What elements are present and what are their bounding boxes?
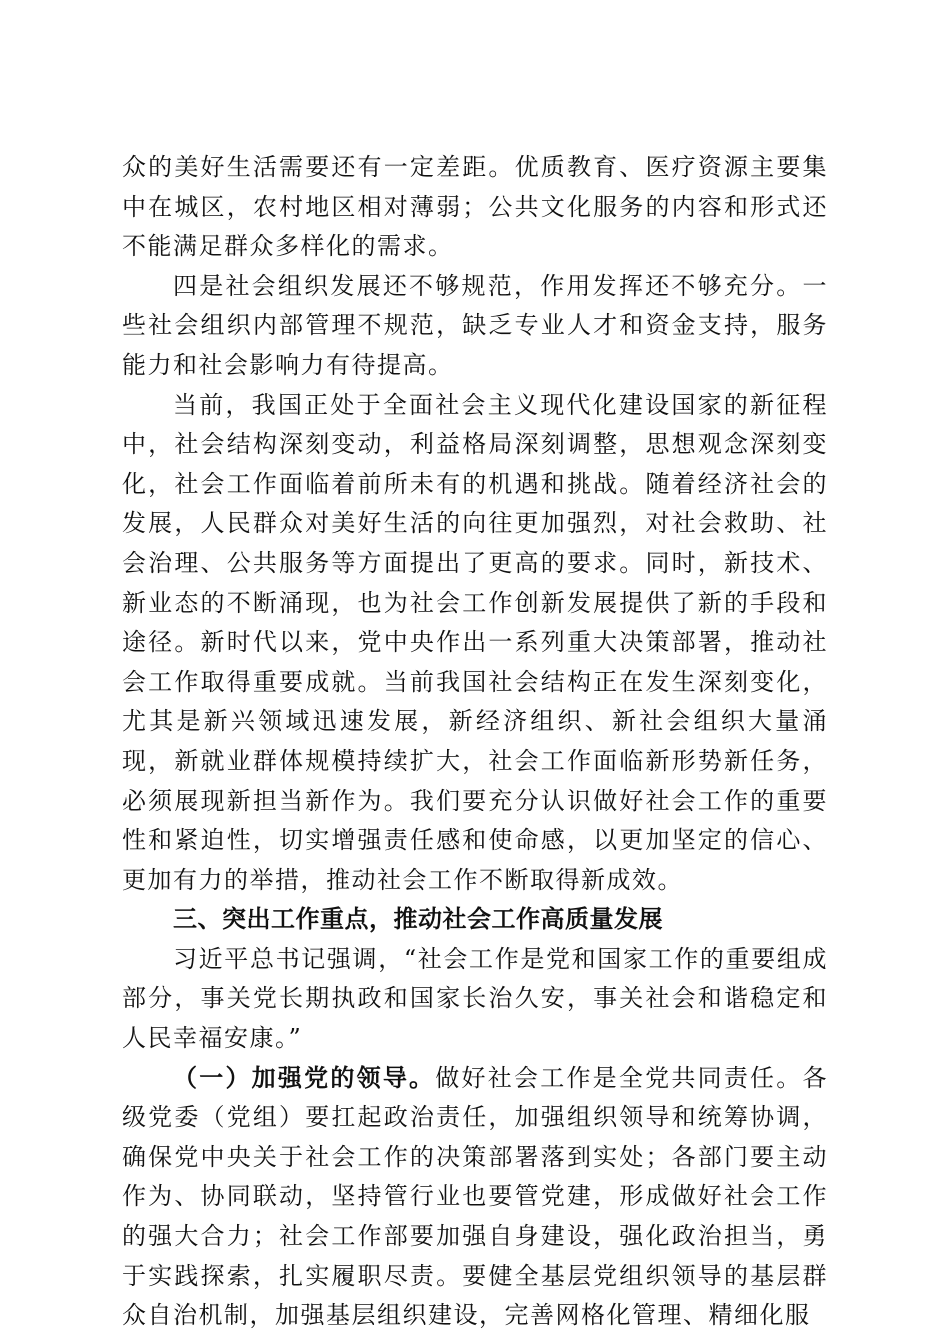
paragraph-social-organizations: 四是社会组织发展还不够规范，作用发挥还不够充分。一些社会组织内部管理不规范，缺乏专业人才和资金支持，服务能力和社会影响力有待提高。 bbox=[122, 271, 828, 379]
paragraph-current-situation: 当前，我国正处于全面社会主义现代化建设国家的新征程中，社会结构深刻变动，利益格局深刻调整，思想观念深刻变化，社会工作面临着前所未有的机遇和挑战。随着经济社会的发展，人民群众对美好生活的向往更加强烈，对社会救助、社会治理、公共服务等方面提出了更高的要求。同时，新技术、新业态的不断涌现，也为社会工作创新发展提供了新的手段和途径。新时代以来，党中央作出一系列重大决策部署，推动社会工作取得重要成就。当前我国社会结构正在发生深刻变化，尤其是新兴领域迅速发展，新经济组织、新社会组织大量涌现，新就业群体规模持续扩大，社会工作面临新形势新任务，必须展现新担当新作为。我们要充分认识做好社会工作的重要性和紧迫性，切实增强责任感和使命感，以更加坚定的信心、更加有力的举措，推动社会工作不断取得新成效。 bbox=[122, 390, 828, 894]
subsection-lead-in: （一）加强党的领导。 bbox=[173, 1063, 436, 1092]
paragraph-continuation: 众的美好生活需要还有一定差距。优质教育、医疗资源主要集中在城区，农村地区相对薄弱；公共文化服务的内容和形式还不能满足群众多样化的需求。 bbox=[122, 153, 828, 261]
document-body bbox=[122, 148, 828, 1336]
section-heading: 三、突出工作重点，推动社会工作高质量发展 bbox=[173, 905, 663, 934]
paragraph-party-leadership-body: 做好社会工作是全党共同责任。各级党委（党组）要扛起政治责任，加强组织领导和统筹协调，确保党中央关于社会工作的决策部署落到实处；各部门要主动作为、协同联动，坚持管行业也要管党建，形成做好社会工作的强大合力；社会工作部要加强自身建设，强化政治担当，勇于实践探索，扎实履职尽责。要健全基层党组织领导的基层群众自治机制，加强基层组织建设，完善网格化管理、精细化服 bbox=[122, 1063, 829, 1330]
paragraph-quote: 习近平总书记强调，“社会工作是党和国家工作的重要组成部分，事关党长期执政和国家长治久安，事关社会和谐稳定和人民幸福安康。” bbox=[122, 944, 828, 1053]
paragraph-party-leadership bbox=[122, 1059, 828, 1336]
